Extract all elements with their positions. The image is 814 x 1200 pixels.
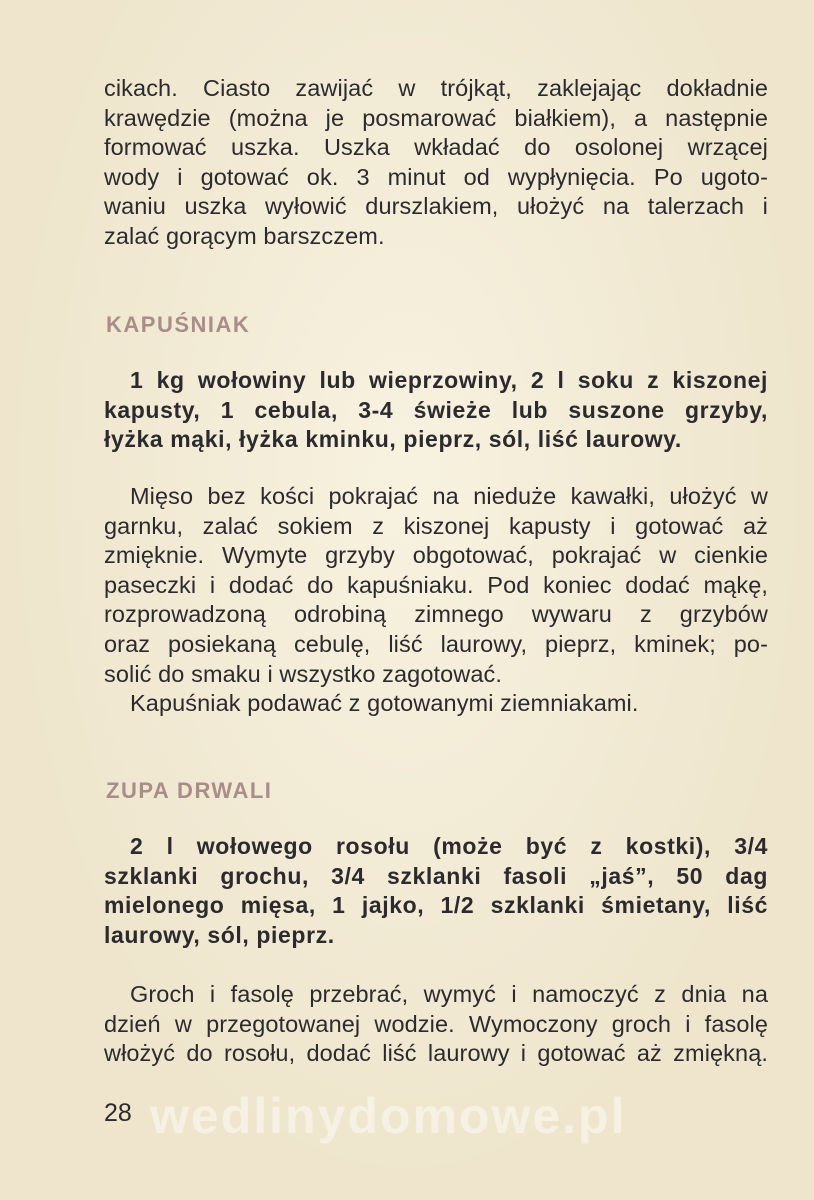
text-line: Groch i fasolę przebrać, wymyć i namoczyć z dnia na [130, 981, 768, 1007]
watermark: wedlinydomowe.pl [150, 1088, 627, 1144]
text-line: Kapuśniak podawać z gotowanymi ziemniakami. [130, 690, 639, 717]
ingredients-line: łyżka mąki, łyżka kminku, pieprz, sól, liść laurowy. [104, 426, 682, 453]
text-line: formować uszka. Uszka wkładać do osolonej wrzącej [104, 134, 768, 161]
text-line: rozprowadzoną odrobiną zimnego wywaru z grzybów [104, 601, 768, 628]
ingredients-line: 2 l wołowego rosołu (może być z kostki), 3/4 [130, 833, 768, 859]
ingredients-line: mielonego mięsa, 1 jajko, 1/2 szklanki śmietany, liść [104, 892, 768, 919]
ingredients-list [104, 366, 768, 455]
text-line: garnku, zalać sokiem z kiszonej kapusty i gotować aż [104, 512, 768, 539]
continuation-paragraph [104, 74, 768, 252]
ingredients-line: kapusty, 1 cebula, 3-4 świeże lub suszone grzyby, [104, 396, 768, 423]
ingredients-list [104, 832, 768, 950]
text-line: dzień w przegotowanej wodzie. Wymoczony groch i fasolę [104, 1010, 768, 1037]
text-line: krawędzie (można je posmarować białkiem), a następnie [104, 104, 768, 131]
recipe-title: ZUPA DRWALI [106, 778, 273, 803]
text-line: solić do smaku i wszystko zagotować. [104, 660, 503, 687]
page-number: 28 [104, 1099, 132, 1127]
ingredients-line: szklanki grochu, 3/4 szklanki fasoli „jaś”, 50 dag [104, 862, 768, 889]
text-line: Mięso bez kości pokrajać na nieduże kawałki, ułożyć w [130, 483, 768, 509]
ingredients-line: laurowy, sól, pieprz. [104, 921, 335, 948]
text-line: wody i gotować ok. 3 minut od wypłynięcia. Po ugoto- [104, 163, 768, 190]
ingredients-line: 1 kg wołowiny lub wieprzowiny, 2 l soku z kiszonej [130, 367, 768, 393]
text-line: waniu uszka wyłowić durszlakiem, ułożyć na talerzach i [104, 193, 768, 220]
recipe-title: KAPUŚNIAK [106, 312, 251, 337]
text-line: włożyć do rosołu, dodać liść laurowy i gotować aż zmiękną. [104, 1040, 768, 1067]
text-line: zalać gorącym barszczem. [104, 222, 385, 249]
method-paragraph [104, 980, 768, 1069]
text-line: paseczki i dodać do kapuśniaku. Pod koniec dodać mąkę, [104, 571, 768, 598]
text-line: oraz posiekaną cebulę, liść laurowy, pieprz, kminek; po- [104, 630, 768, 657]
text-line: zmięknie. Wymyte grzyby obgotować, pokrajać w cienkie [104, 542, 768, 569]
method-paragraph [104, 482, 768, 719]
text-line: cikach. Ciasto zawijać w trójkąt, zaklejając dokładnie [104, 75, 768, 101]
